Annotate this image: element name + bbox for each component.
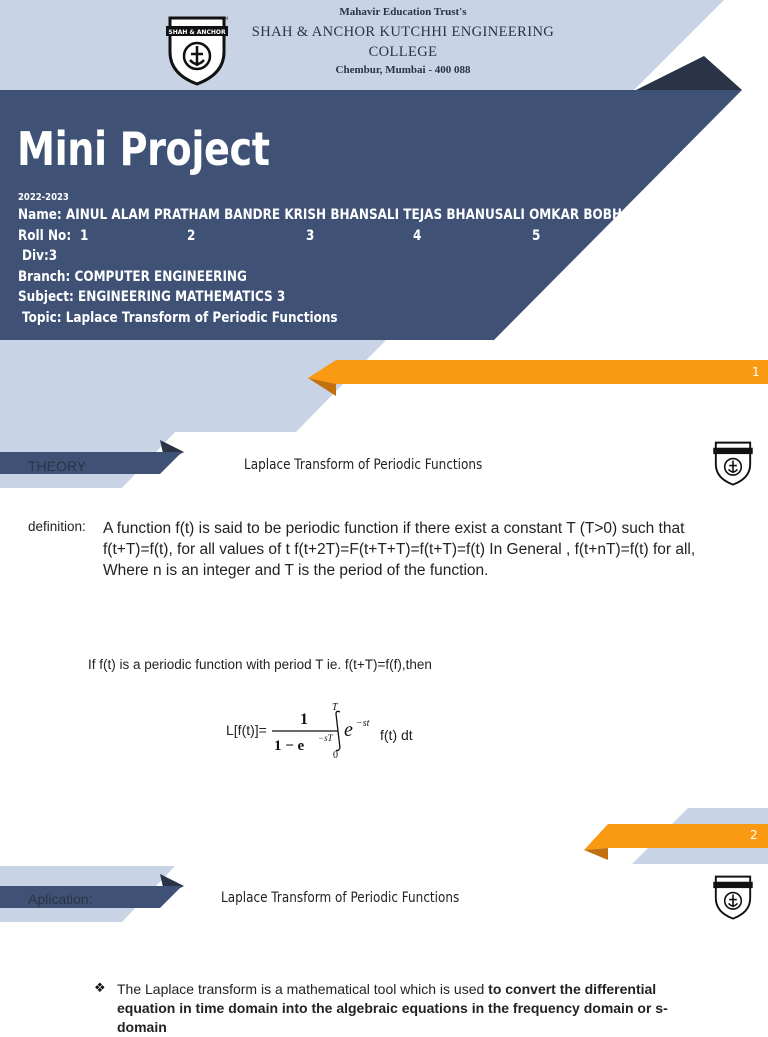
logo-mark: SM bbox=[222, 16, 228, 21]
division: Div:3 bbox=[22, 248, 58, 264]
roll-label: Roll No: bbox=[18, 228, 72, 244]
page-bar-2-fold bbox=[584, 848, 608, 860]
branch: Branch: COMPUTER ENGINEERING bbox=[18, 269, 247, 285]
section-label: Aplication: bbox=[28, 891, 93, 907]
college-logo-small bbox=[712, 440, 754, 486]
formula-denominator: 1 − e bbox=[274, 738, 305, 754]
formula-numerator: 1 bbox=[300, 711, 308, 728]
formula-lhs: L[f(t)]= bbox=[226, 722, 267, 738]
student-names: Name: AINUL ALAM PRATHAM BANDRE KRISH BHANSALI TEJAS BHANUSALI OMKAR BOBHATE bbox=[18, 207, 647, 223]
college-logo-small bbox=[712, 874, 754, 920]
slide-heading: Laplace Transform of Periodic Functions bbox=[244, 457, 483, 473]
exponential-e: e bbox=[344, 719, 353, 741]
roll-number: 5 bbox=[532, 228, 541, 244]
bullet-emphasis: to convert the differential equation in time domain into the algebraic equations in the frequency domain or s-domain bbox=[117, 981, 668, 1035]
integral-lower: 0 bbox=[333, 750, 338, 761]
application-bullet bbox=[117, 980, 677, 1037]
exponential-power: −st bbox=[356, 718, 370, 729]
bullet-text: The Laplace transform is a mathematical tool which is used bbox=[117, 981, 489, 997]
academic-year: 2022-2023 bbox=[18, 192, 69, 203]
formula-rhs: f(t) dt bbox=[380, 727, 413, 743]
roll-number: 3 bbox=[306, 228, 315, 244]
college-name: SHAH & ANCHOR KUTCHHI ENGINEERING COLLEGE bbox=[251, 24, 555, 60]
definition-text: A function f(t) is said to be periodic function if there exist a constant T (T>0) such that f(t+T)=f(t), for all values of t f(t+2T)=F(t+T+T)=f(t+T)=f(t) In General , f(t+nT)=f(t) for all, Where n is an integer and T is the period of the function. bbox=[103, 520, 696, 579]
periodic-statement: If f(t) is a periodic function with period T ie. f(t+T)=f(f),then bbox=[88, 657, 432, 672]
page-title: Mini Project bbox=[17, 122, 270, 176]
roll-number: 1 bbox=[80, 228, 89, 244]
page-number: 1 bbox=[752, 365, 760, 379]
section-label: THEORY bbox=[28, 458, 87, 474]
college-logo bbox=[164, 14, 230, 86]
page-bar-1 bbox=[308, 360, 768, 384]
definition-label: definition: bbox=[28, 519, 86, 534]
topic: Topic: Laplace Transform of Periodic Functions bbox=[22, 310, 338, 326]
bullet-icon: ❖ bbox=[94, 980, 106, 995]
slide-heading: Laplace Transform of Periodic Functions bbox=[221, 890, 460, 906]
logo-text: SHAH & ANCHOR bbox=[168, 29, 226, 36]
laplace-formula bbox=[268, 696, 380, 764]
roll-number: 2 bbox=[187, 228, 196, 244]
page-number: 2 bbox=[750, 828, 758, 842]
roll-number: 4 bbox=[413, 228, 422, 244]
page-bar-2 bbox=[584, 824, 768, 850]
trust-name: Mahavir Education Trust's bbox=[339, 6, 467, 18]
college-address: Chembur, Mumbai - 400 088 bbox=[335, 64, 471, 76]
integral-upper: T bbox=[332, 702, 338, 713]
formula-den-exponent: −sT bbox=[318, 733, 333, 743]
subject: Subject: ENGINEERING MATHEMATICS 3 bbox=[18, 289, 286, 305]
